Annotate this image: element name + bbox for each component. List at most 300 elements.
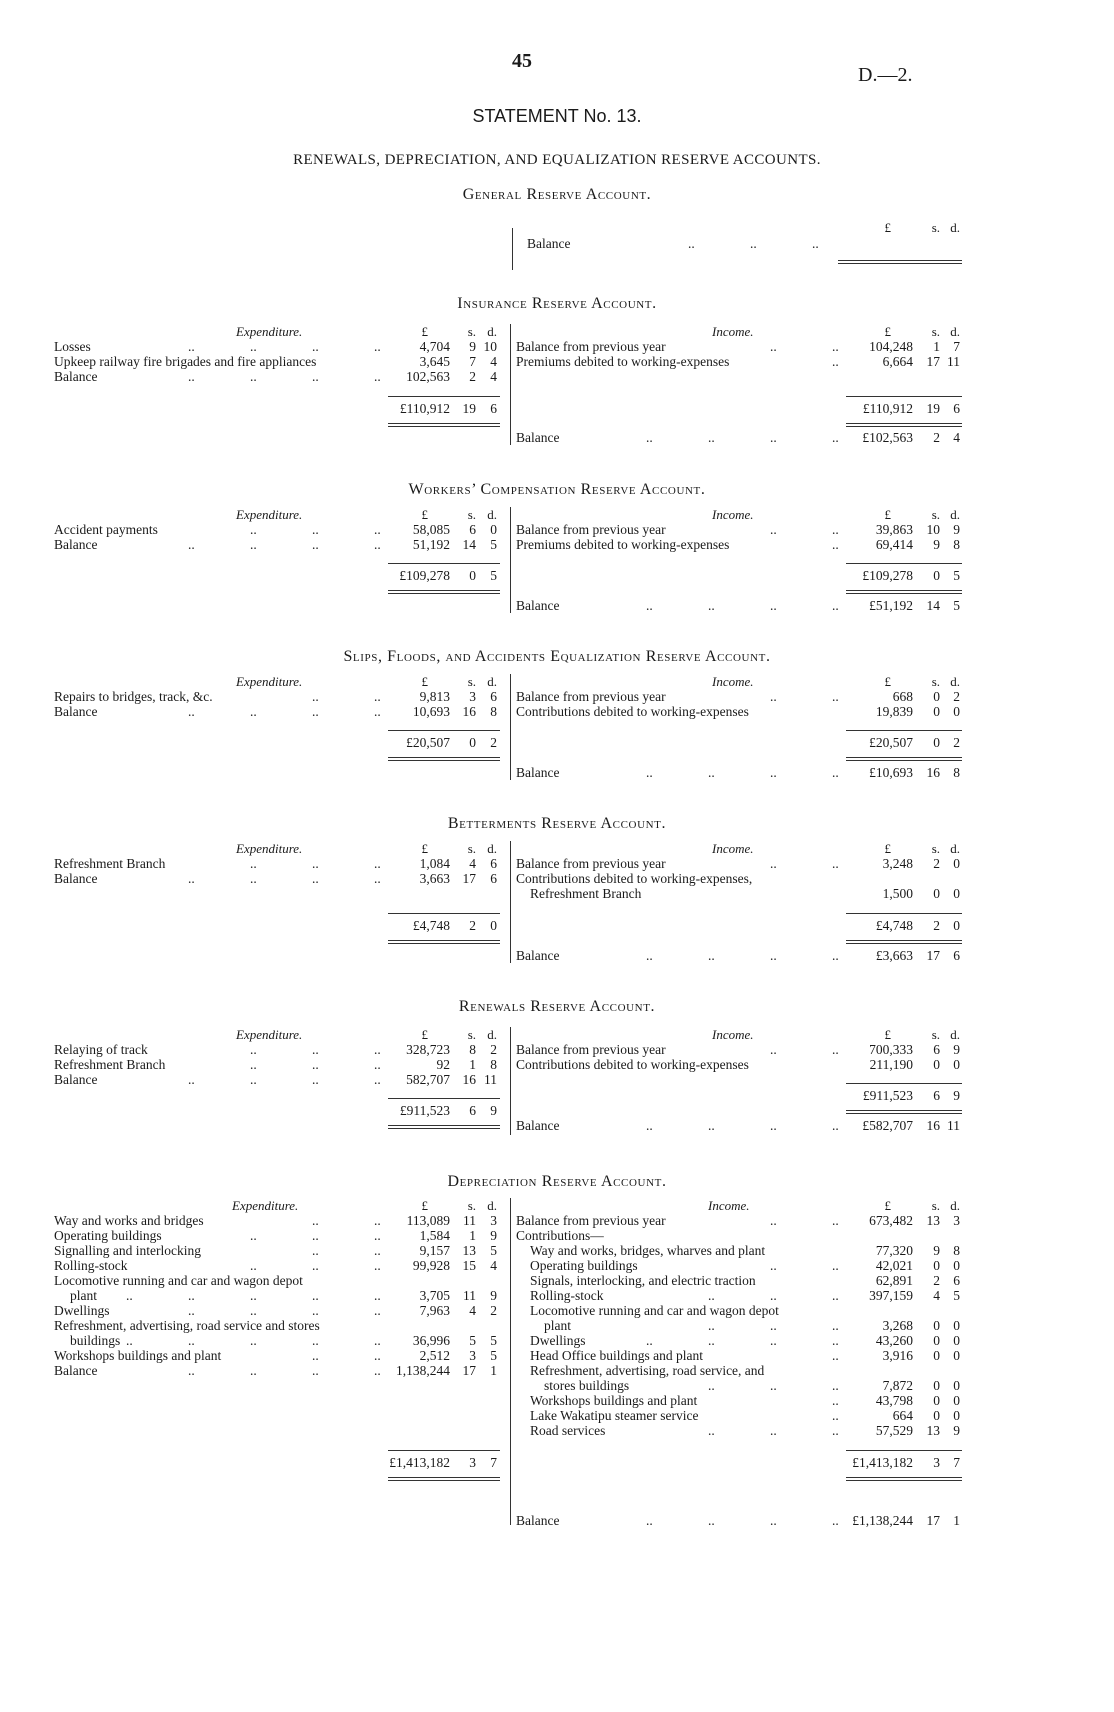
shilling-col-header: s. [467, 841, 476, 856]
workers-inc-leader: .. [832, 522, 839, 537]
depreciation-expenditure-amount-shillings: 5 [469, 1333, 476, 1348]
pound-col-header: £ [884, 1027, 891, 1042]
depreciation-inc-leader: .. [832, 1378, 839, 1393]
pence-col-header: d. [487, 507, 497, 522]
renewals-expenditure-amount-pence: 11 [484, 1072, 497, 1087]
betterments-income-label-cont: Refreshment Branch [530, 886, 642, 901]
betterments-inc-leader: .. [770, 856, 777, 871]
shilling-col-header: s. [467, 1027, 476, 1042]
renewals-bal-leader: .. [832, 1118, 839, 1133]
depreciation-inc-leader: .. [770, 1378, 777, 1393]
depreciation-income-label: Workshops buildings and plant [530, 1393, 698, 1408]
betterments-expenditure-amount-pounds: 3,663 [419, 871, 450, 886]
depreciation-inc-leader: .. [832, 1213, 839, 1228]
depreciation-inc-leader: .. [770, 1213, 777, 1228]
depreciation-income-total-pounds: £1,413,182 [852, 1455, 913, 1470]
depreciation-income-amount-pounds: 3,916 [882, 1348, 913, 1363]
renewals-expenditure-amount-pounds: 582,707 [406, 1072, 450, 1087]
slips-exp-total-rule [388, 730, 500, 731]
workers-expenditure-amount-pence: 5 [490, 537, 497, 552]
betterments-balance-amount-shillings: 17 [926, 948, 940, 963]
renewals-expenditure-amount-pounds: 92 [436, 1057, 450, 1072]
depreciation-expenditure-label: Operating buildings [54, 1228, 162, 1243]
renewals-exp-leader: .. [312, 1042, 319, 1057]
renewals-income-amount-shillings: 6 [933, 1042, 940, 1057]
depreciation-exp-leader: .. [312, 1243, 319, 1258]
workers-balance-amount-pounds: £51,192 [869, 598, 913, 613]
betterments-income-amount-pence: 0 [953, 886, 960, 901]
slips-income-label: Contributions debited to working-expenses [516, 704, 749, 719]
slips-inc-total-rule [846, 730, 962, 731]
workers-income-label: Balance from previous year [516, 522, 666, 537]
depreciation-expenditure-label: Way and works and bridges [54, 1213, 204, 1228]
depreciation-exp-leader: .. [188, 1288, 195, 1303]
depreciation-income-amount-pounds: 673,482 [869, 1213, 913, 1228]
document-reference: D.—2. [858, 64, 913, 86]
insurance-expenditure-total-pence: 6 [490, 401, 497, 416]
depreciation-exp-leader: .. [374, 1228, 381, 1243]
renewals-balance-amount-pounds: £582,707 [862, 1118, 913, 1133]
insurance-exp-leader: .. [250, 369, 257, 384]
depreciation-expenditure-amount-shillings: 17 [462, 1363, 476, 1378]
depreciation-inc-leader: .. [770, 1318, 777, 1333]
betterments-title: Betterments Reserve Account. [447, 815, 667, 832]
depreciation-expenditure-amount-shillings: 4 [469, 1303, 476, 1318]
depreciation-income-label: Head Office buildings and plant [530, 1348, 703, 1363]
renewals-expenditure-label: Balance [54, 1072, 98, 1087]
depreciation-expenditure-amount-pounds: 1,584 [419, 1228, 450, 1243]
depreciation-income-amount-pence: 8 [953, 1243, 960, 1258]
workers-bal-leader: .. [708, 598, 715, 613]
depreciation-expenditure-header: Expenditure. [232, 1198, 299, 1213]
insurance-expenditure-total-pounds: £110,912 [399, 401, 450, 416]
depreciation-expenditure-amount-pounds: 7,963 [419, 1303, 450, 1318]
slips-inc-leader: .. [832, 689, 839, 704]
depreciation-income-amount-shillings: 0 [933, 1318, 940, 1333]
depreciation-exp-leader: .. [312, 1258, 319, 1273]
slips-bal-leader: .. [832, 765, 839, 780]
depreciation-inc-leader: .. [770, 1423, 777, 1438]
renewals-expenditure-label: Refreshment Branch [54, 1057, 166, 1072]
workers-inc-leader: .. [770, 522, 777, 537]
depreciation-expenditure-amount-pounds: 3,705 [419, 1288, 450, 1303]
betterments-bal-leader: .. [832, 948, 839, 963]
depreciation-income-amount-shillings: 13 [926, 1423, 940, 1438]
depreciation-income-amount-pounds: 664 [892, 1408, 913, 1423]
depreciation-inc-leader: .. [708, 1288, 715, 1303]
renewals-income-amount-shillings: 0 [933, 1057, 940, 1072]
shilling-col-header: s. [467, 324, 476, 339]
depreciation-exp-leader: .. [374, 1288, 381, 1303]
renewals-expenditure-header: Expenditure. [236, 1027, 303, 1042]
pence-col-header: d. [950, 1198, 960, 1213]
depreciation-expenditure-amount-pounds: 36,996 [412, 1333, 450, 1348]
slips-exp-leader: .. [250, 704, 257, 719]
depreciation-income-amount-pence: 6 [953, 1273, 960, 1288]
depreciation-income-amount-pence: 0 [953, 1333, 960, 1348]
renewals-expenditure-amount-shillings: 16 [462, 1072, 476, 1087]
betterments-balance-amount-pence: 6 [953, 948, 960, 963]
renewals-exp-leader: .. [374, 1042, 381, 1057]
betterments-income-amount-shillings: 0 [933, 886, 940, 901]
depreciation-income-amount-pounds: 43,260 [875, 1333, 913, 1348]
pound-col-header: £ [421, 324, 428, 339]
workers-expenditure-total-pounds: £109,278 [399, 568, 450, 583]
depreciation-expenditure-amount-pence: 4 [490, 1258, 497, 1273]
depreciation-income-label: Lake Wakatipu steamer service [530, 1408, 699, 1423]
betterments-income-header: Income. [712, 841, 754, 856]
betterments-expenditure-header: Expenditure. [236, 841, 303, 856]
depreciation-exp-leader: .. [188, 1303, 195, 1318]
depreciation-exp-leader: .. [374, 1213, 381, 1228]
depreciation-inc-total-rule [846, 1450, 962, 1451]
betterments-income-total-shillings: 2 [933, 918, 940, 933]
slips-income-total-shillings: 0 [933, 735, 940, 750]
depreciation-inc-leader: .. [708, 1378, 715, 1393]
betterments-income-amount-shillings: 2 [933, 856, 940, 871]
insurance-balance-amount-pounds: £102,563 [862, 430, 913, 445]
depreciation-expenditure-label: Workshops buildings and plant [54, 1348, 222, 1363]
slips-exp-total-dbl [388, 757, 500, 761]
depreciation-exp-leader: .. [374, 1333, 381, 1348]
betterments-exp-total-rule [388, 913, 500, 914]
depreciation-expenditure-label: Dwellings [54, 1303, 110, 1318]
betterments-balance-label: Balance [516, 948, 560, 963]
betterments-exp-leader: .. [374, 856, 381, 871]
workers-inc-total-rule [846, 563, 962, 564]
slips-income-amount-pounds: 19,839 [875, 704, 913, 719]
renewals-balance-amount-pence: 11 [947, 1118, 960, 1133]
depreciation-income-amount-pence: 0 [953, 1318, 960, 1333]
slips-expenditure-label: Repairs to bridges, track, &c. [54, 689, 213, 704]
depreciation-expenditure-amount-pounds: 2,512 [419, 1348, 450, 1363]
workers-expenditure-amount-pounds: 51,192 [412, 537, 450, 552]
renewals-bal-leader: .. [770, 1118, 777, 1133]
workers-income-amount-shillings: 10 [926, 522, 940, 537]
insurance-expenditure-label: Losses [54, 339, 91, 354]
renewals-income-amount-pence: 9 [953, 1042, 960, 1057]
depreciation-exp-leader: .. [250, 1303, 257, 1318]
slips-income-amount-pence: 0 [953, 704, 960, 719]
workers-exp-total-dbl [388, 590, 500, 594]
workers-inc-total-dbl [846, 590, 962, 594]
betterments-exp-leader: .. [312, 871, 319, 886]
depreciation-exp-leader: .. [312, 1363, 319, 1378]
slips-expenditure-amount-shillings: 3 [469, 689, 476, 704]
depreciation-expenditure-amount-pence: 5 [490, 1243, 497, 1258]
betterments-expenditure-total-pence: 0 [490, 918, 497, 933]
shilling-col-header: s. [931, 220, 940, 235]
betterments-expenditure-amount-pence: 6 [490, 871, 497, 886]
depreciation-income-amount-shillings: 0 [933, 1393, 940, 1408]
depreciation-expenditure-amount-shillings: 11 [463, 1288, 476, 1303]
insurance-expenditure-amount-shillings: 9 [469, 339, 476, 354]
depreciation-exp-leader: .. [126, 1333, 133, 1348]
workers-expenditure-amount-shillings: 6 [469, 522, 476, 537]
depreciation-exp-leader: .. [250, 1288, 257, 1303]
depreciation-exp-leader: .. [374, 1363, 381, 1378]
depreciation-expenditure-label: Refreshment, advertising, road service and stores [54, 1318, 320, 1333]
renewals-bal-leader: .. [708, 1118, 715, 1133]
renewals-exp-leader: .. [312, 1057, 319, 1072]
betterments-inc-total-rule [846, 913, 962, 914]
betterments-income-label: Contributions debited to working-expenses, [516, 871, 753, 886]
depreciation-income-amount-shillings: 4 [933, 1288, 940, 1303]
renewals-expenditure-total-pounds: £911,523 [399, 1103, 450, 1118]
renewals-balance-label: Balance [516, 1118, 560, 1133]
betterments-income-total-pence: 0 [953, 918, 960, 933]
pence-col-header: d. [950, 324, 960, 339]
general-leader: .. [750, 236, 757, 251]
depreciation-expenditure-amount-shillings: 15 [462, 1258, 476, 1273]
depreciation-income-amount-shillings: 0 [933, 1408, 940, 1423]
depreciation-income-label: Balance from previous year [516, 1213, 666, 1228]
renewals-income-amount-pounds: 211,190 [869, 1057, 913, 1072]
slips-balance-amount-pounds: £10,693 [869, 765, 913, 780]
workers-exp-leader: .. [374, 522, 381, 537]
renewals-income-total-pence: 9 [953, 1088, 960, 1103]
slips-bal-leader: .. [646, 765, 653, 780]
slips-expenditure-header: Expenditure. [236, 674, 303, 689]
depreciation-exp-total-rule [388, 1450, 500, 1451]
renewals-bal-leader: .. [646, 1118, 653, 1133]
depreciation-exp-leader: .. [312, 1303, 319, 1318]
insurance-bal-leader: .. [708, 430, 715, 445]
renewals-income-total-pounds: £911,523 [862, 1088, 913, 1103]
depreciation-inc-leader: .. [708, 1333, 715, 1348]
depreciation-expenditure-label: Balance [54, 1363, 98, 1378]
betterments-expenditure-label: Balance [54, 871, 98, 886]
depreciation-expenditure-total-pounds: £1,413,182 [389, 1455, 450, 1470]
workers-expenditure-amount-pence: 0 [490, 522, 497, 537]
depreciation-income-amount-pence: 0 [953, 1408, 960, 1423]
pound-col-header: £ [884, 220, 891, 235]
depreciation-inc-leader: .. [832, 1423, 839, 1438]
insurance-income-amount-pence: 11 [947, 354, 960, 369]
workers-balance-label: Balance [516, 598, 560, 613]
insurance-expenditure-amount-pounds: 4,704 [419, 339, 450, 354]
pence-col-header: d. [950, 674, 960, 689]
workers-bal-leader: .. [832, 598, 839, 613]
depreciation-income-amount-pounds: 77,320 [875, 1243, 913, 1258]
depreciation-expenditure-amount-pounds: 9,157 [419, 1243, 450, 1258]
insurance-divider [510, 324, 511, 445]
insurance-expenditure-header: Expenditure. [236, 324, 303, 339]
depreciation-income-amount-pounds: 62,891 [875, 1273, 913, 1288]
insurance-exp-leader: .. [188, 339, 195, 354]
insurance-bal-leader: .. [646, 430, 653, 445]
page-number: 45 [512, 50, 532, 72]
renewals-expenditure-label: Relaying of track [54, 1042, 148, 1057]
workers-balance-amount-pence: 5 [953, 598, 960, 613]
slips-income-amount-shillings: 0 [933, 689, 940, 704]
renewals-expenditure-amount-shillings: 8 [469, 1042, 476, 1057]
insurance-exp-leader: .. [250, 339, 257, 354]
workers-expenditure-total-pence: 5 [490, 568, 497, 583]
workers-income-total-pence: 5 [953, 568, 960, 583]
general-reserve-title: General Reserve Account. [462, 186, 652, 203]
depreciation-expenditure-amount-pence: 1 [490, 1363, 497, 1378]
renewals-exp-leader: .. [250, 1072, 257, 1087]
pence-col-header: d. [487, 1027, 497, 1042]
depreciation-income-amount-shillings: 9 [933, 1243, 940, 1258]
insurance-expenditure-amount-pounds: 3,645 [419, 354, 450, 369]
workers-expenditure-label: Balance [54, 537, 98, 552]
pound-col-header: £ [421, 1198, 428, 1213]
insurance-bal-leader: .. [770, 430, 777, 445]
betterments-bal-leader: .. [708, 948, 715, 963]
pence-col-header: d. [487, 841, 497, 856]
depreciation-balance-amount-pence: 1 [953, 1513, 960, 1528]
workers-exp-total-rule [388, 563, 500, 564]
depreciation-inc-leader: .. [770, 1288, 777, 1303]
insurance-expenditure-amount-shillings: 7 [469, 354, 476, 369]
slips-exp-leader: .. [374, 704, 381, 719]
depreciation-exp-leader: .. [126, 1288, 133, 1303]
slips-balance-amount-shillings: 16 [926, 765, 940, 780]
renewals-expenditure-amount-pence: 2 [490, 1042, 497, 1057]
depreciation-expenditure-label-cont: plant [70, 1288, 97, 1303]
depreciation-inc-leader: .. [708, 1423, 715, 1438]
depreciation-income-label-cont: plant [544, 1318, 571, 1333]
depreciation-inc-leader: .. [832, 1333, 839, 1348]
pound-col-header: £ [884, 1198, 891, 1213]
betterments-bal-leader: .. [770, 948, 777, 963]
workers-expenditure-header: Expenditure. [236, 507, 303, 522]
renewals-inc-leader: .. [770, 1042, 777, 1057]
insurance-exp-total-dbl [388, 423, 500, 427]
depreciation-inc-leader: .. [832, 1318, 839, 1333]
depreciation-inc-leader: .. [832, 1408, 839, 1423]
depreciation-exp-leader: .. [312, 1348, 319, 1363]
renewals-inc-total-dbl [846, 1110, 962, 1114]
depreciation-inc-leader: .. [708, 1318, 715, 1333]
depreciation-expenditure-amount-pence: 3 [490, 1213, 497, 1228]
workers-exp-leader: .. [312, 537, 319, 552]
renewals-exp-leader: .. [312, 1072, 319, 1087]
depreciation-inc-leader: .. [832, 1393, 839, 1408]
betterments-expenditure-amount-shillings: 17 [462, 871, 476, 886]
workers-divider [510, 507, 511, 613]
depreciation-income-amount-pence: 0 [953, 1378, 960, 1393]
renewals-exp-leader: .. [250, 1042, 257, 1057]
shilling-col-header: s. [467, 674, 476, 689]
insurance-inc-leader: .. [770, 339, 777, 354]
workers-income-amount-pounds: 69,414 [875, 537, 913, 552]
slips-expenditure-label: Balance [54, 704, 98, 719]
pound-col-header: £ [421, 507, 428, 522]
workers-expenditure-label: Accident payments [54, 522, 158, 537]
renewals-expenditure-amount-pounds: 328,723 [406, 1042, 450, 1057]
pence-col-header: d. [487, 674, 497, 689]
insurance-expenditure-total-shillings: 19 [462, 401, 476, 416]
depreciation-exp-leader: .. [312, 1333, 319, 1348]
shilling-col-header: s. [931, 507, 940, 522]
depreciation-income-total-shillings: 3 [933, 1455, 940, 1470]
depreciation-exp-leader: .. [312, 1288, 319, 1303]
workers-exp-leader: .. [250, 537, 257, 552]
workers-expenditure-amount-pounds: 58,085 [412, 522, 450, 537]
workers-inc-leader: .. [832, 537, 839, 552]
general-divider [512, 228, 513, 270]
betterments-income-amount-pence: 0 [953, 856, 960, 871]
slips-income-total-pounds: £20,507 [869, 735, 913, 750]
renewals-exp-total-dbl [388, 1125, 500, 1129]
workers-income-header: Income. [712, 507, 754, 522]
betterments-expenditure-total-shillings: 2 [469, 918, 476, 933]
insurance-exp-leader: .. [312, 369, 319, 384]
pound-col-header: £ [884, 507, 891, 522]
insurance-inc-leader: .. [832, 354, 839, 369]
statement-number: STATEMENT No. 13. [472, 106, 642, 126]
betterments-exp-leader: .. [188, 871, 195, 886]
betterments-inc-total-dbl [846, 940, 962, 944]
insurance-inc-leader: .. [832, 339, 839, 354]
renewals-income-label: Balance from previous year [516, 1042, 666, 1057]
betterments-income-amount-pounds: 3,248 [882, 856, 913, 871]
shilling-col-header: s. [931, 324, 940, 339]
slips-divider [510, 674, 511, 780]
depreciation-income-amount-pence: 5 [953, 1288, 960, 1303]
slips-bal-leader: .. [708, 765, 715, 780]
depreciation-exp-leader: .. [250, 1258, 257, 1273]
shilling-col-header: s. [931, 674, 940, 689]
insurance-expenditure-amount-shillings: 2 [469, 369, 476, 384]
pence-col-header: d. [487, 1198, 497, 1213]
insurance-expenditure-amount-pence: 10 [483, 339, 497, 354]
depreciation-inc-leader: .. [832, 1348, 839, 1363]
depreciation-exp-leader: .. [188, 1363, 195, 1378]
insurance-exp-leader: .. [374, 339, 381, 354]
depreciation-exp-leader: .. [250, 1363, 257, 1378]
slips-title: Slips, Floods, and Accidents Equalization Reserve Account. [343, 648, 771, 665]
pound-col-header: £ [421, 841, 428, 856]
slips-inc-total-dbl [846, 757, 962, 761]
depreciation-income-amount-pounds: 7,872 [882, 1378, 913, 1393]
depreciation-exp-leader: .. [312, 1213, 319, 1228]
depreciation-expenditure-amount-pounds: 113,089 [406, 1213, 450, 1228]
depreciation-income-label: Dwellings [530, 1333, 586, 1348]
workers-expenditure-total-shillings: 0 [469, 568, 476, 583]
depreciation-contributions-label: Contributions— [516, 1228, 604, 1243]
depreciation-income-amount-pence: 0 [953, 1393, 960, 1408]
workers-expenditure-amount-shillings: 14 [462, 537, 476, 552]
depreciation-income-amount-shillings: 0 [933, 1258, 940, 1273]
depreciation-income-amount-shillings: 0 [933, 1333, 940, 1348]
slips-exp-leader: .. [374, 689, 381, 704]
slips-income-amount-pounds: 668 [892, 689, 913, 704]
renewals-income-header: Income. [712, 1027, 754, 1042]
slips-expenditure-total-pence: 2 [490, 735, 497, 750]
betterments-bal-leader: .. [646, 948, 653, 963]
depreciation-expenditure-label-cont: buildings [70, 1333, 121, 1348]
depreciation-exp-total-dbl [388, 1477, 500, 1481]
depreciation-expenditure-amount-pence: 5 [490, 1348, 497, 1363]
slips-expenditure-amount-pence: 8 [490, 704, 497, 719]
betterments-expenditure-amount-shillings: 4 [469, 856, 476, 871]
insurance-inc-total-dbl [846, 423, 962, 427]
insurance-title: Insurance Reserve Account. [457, 295, 657, 312]
depreciation-exp-leader: .. [374, 1348, 381, 1363]
depreciation-income-label: Rolling-stock [530, 1288, 604, 1303]
depreciation-expenditure-total-shillings: 3 [469, 1455, 476, 1470]
insurance-income-amount-pence: 7 [953, 339, 960, 354]
renewals-balance-amount-shillings: 16 [926, 1118, 940, 1133]
depreciation-expenditure-label: Rolling-stock [54, 1258, 128, 1273]
depreciation-income-label: Refreshment, advertising, road service, and [530, 1363, 765, 1378]
depreciation-income-amount-pence: 9 [953, 1423, 960, 1438]
slips-bal-leader: .. [770, 765, 777, 780]
